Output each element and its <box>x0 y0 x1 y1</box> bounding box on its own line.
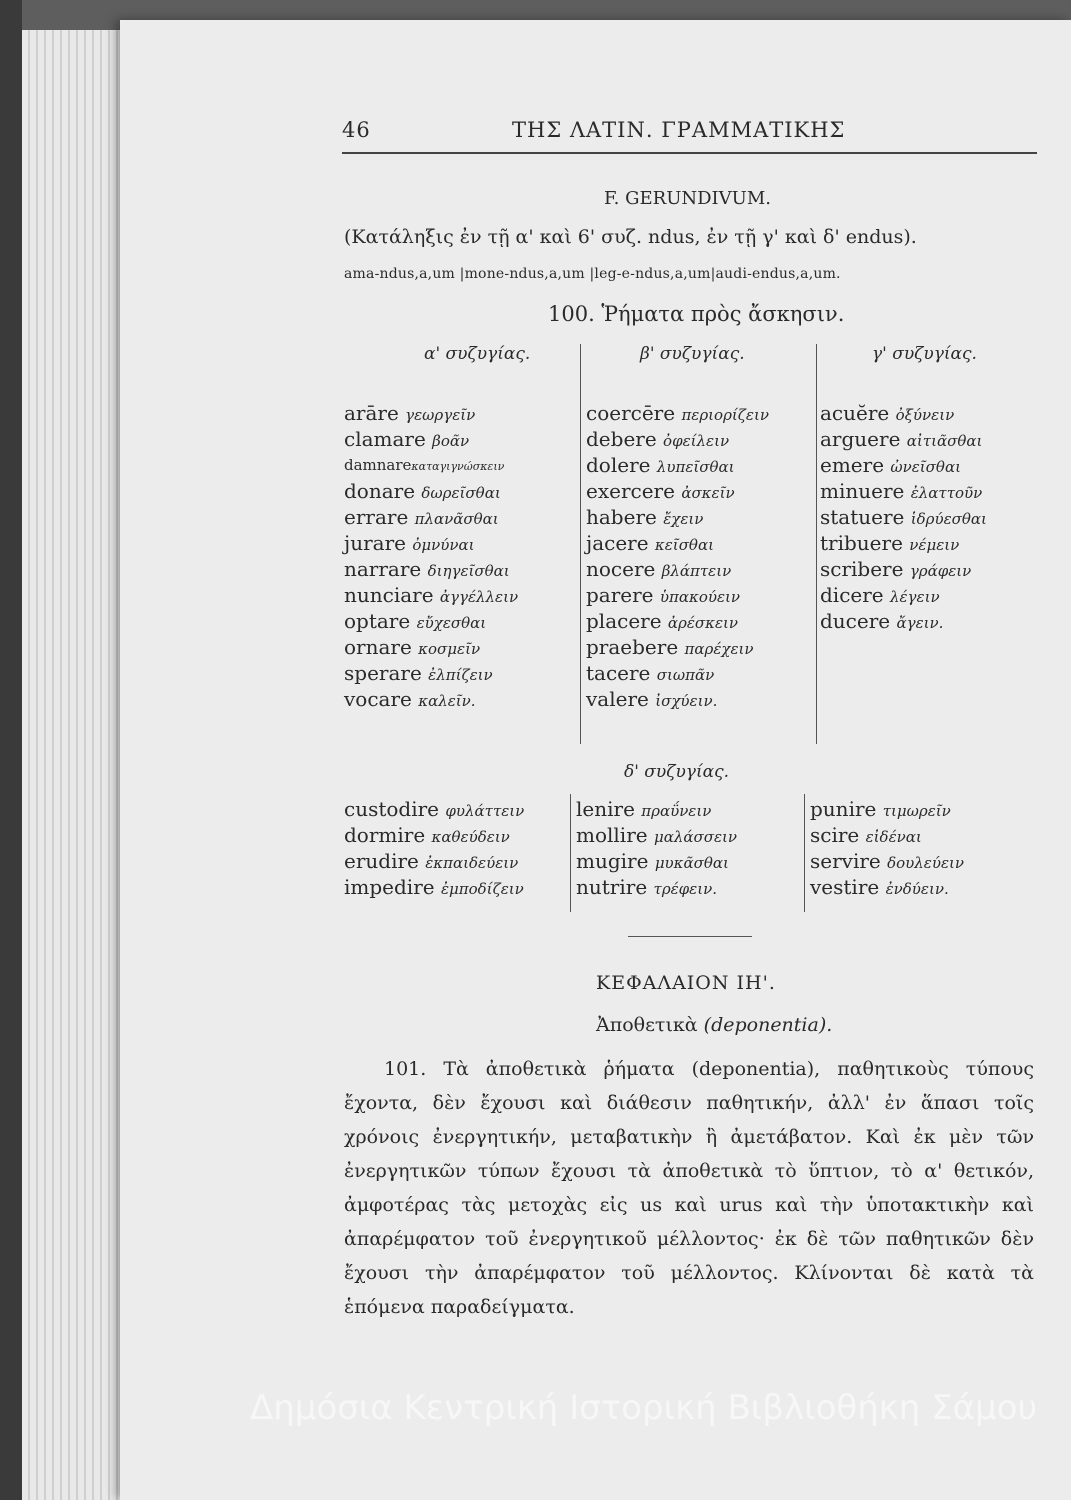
page-stack-edges <box>22 30 132 1500</box>
running-title: ΤΗΣ ΛΑΤΙΝ. ΓΡΑΜΜΑΤΙΚΗΣ <box>512 118 846 142</box>
list-item: exercere ἀσκεῖν <box>586 479 735 503</box>
conj2-list <box>586 400 769 712</box>
list-item: tribuere νέμειν <box>820 531 960 555</box>
list-item: tacere σιωπᾶν <box>586 661 715 685</box>
list-item: jurare ὀμνύναι <box>344 531 475 555</box>
conj1-title: α' συζυγίας. <box>424 344 531 364</box>
paragraph-text: Τὰ ἀποθετικὰ ῥήματα (deponentia), παθητικοὺς τύπους ἔχοντα, δὲν ἔχουσι καὶ διάθεσιν παθητικήν, ἀλλ' ἐν ἅπασι τοῖς χρόνοις ἐνεργητικήν, μεταβατικὴν ἢ ἀμετάβατον. Καὶ ἐκ μὲν τῶν ἐνεργητικῶν τύπων ἔχουσι τὰ ἀποθετικὰ τὸ ὕπτιον, τὸ α' θετικόν, ἀμφοτέρας τὰς μετοχὰς εἰς us καὶ urus καὶ τὴν ὑποτακτικὴν καὶ ἀπαρέμφατον τοῦ ἐνεργητικοῦ μέλλοντος· ἐκ δὲ τῶν παθητικῶν δὲν ἔχουσι τὴν ἀπαρέμφατον τοῦ μέλλοντος. Κλίνονται δὲ κατὰ τὰ ἑπόμενα παραδείγματα. <box>344 1058 1034 1318</box>
list-item: narrare διηγεῖσθαι <box>344 557 510 581</box>
paragraph-101 <box>344 1052 1034 1324</box>
list-item: mollire μαλάσσειν <box>576 823 737 847</box>
list-item: dolere λυπεῖσθαι <box>586 453 735 477</box>
column-divider-2 <box>816 344 817 744</box>
subtitle-greek: Ἀποθετικὰ <box>596 1014 698 1036</box>
list-item: praebere παρέχειν <box>586 635 754 659</box>
conj4-list-b <box>576 796 737 900</box>
chapter-subtitle <box>596 1014 832 1036</box>
list-item: erudire ἐκπαιδεύειν <box>344 849 519 873</box>
list-item: dicere λέγειν <box>820 583 940 607</box>
section-separator <box>628 936 752 937</box>
list-item: debere ὀφείλειν <box>586 427 730 451</box>
running-header <box>342 118 1042 148</box>
conj4-list-c <box>810 796 964 900</box>
conj1-list <box>344 400 518 712</box>
book-spine-shadow <box>0 0 22 1500</box>
library-watermark: Δημόσια Κεντρική Ιστορική Βιβλιοθήκη Σάμου <box>250 1388 1038 1428</box>
list-item: acuĕre ὀξύνειν <box>820 401 955 425</box>
list-item: errare πλανᾶσθαι <box>344 505 499 529</box>
list-item: dormire καθεύδειν <box>344 823 510 847</box>
list-item: placere ἀρέσκειν <box>586 609 739 633</box>
list-item: ducere ἄγειν. <box>820 609 944 633</box>
conj4-title: δ' συζυγίας. <box>624 762 730 782</box>
list-item: arguere αἰτιᾶσθαι <box>820 427 983 451</box>
list-item: optare εὔχεσθαι <box>344 609 487 633</box>
list-item: damnareκαταγιγνώσκειν <box>344 456 505 474</box>
header-rule <box>342 152 1037 154</box>
list-item: custodire φυλάττειν <box>344 797 525 821</box>
list-item: servire δουλεύειν <box>810 849 965 873</box>
list-item: nutrire τρέφειν. <box>576 875 718 899</box>
list-item: arāre γεωργεῖν <box>344 401 476 425</box>
list-item: valere ἰσχύειν. <box>586 687 718 711</box>
column-divider-1 <box>580 344 581 744</box>
list-item: jacere κεῖσθαι <box>586 531 714 555</box>
paragraph-number: 101. <box>384 1058 427 1080</box>
list-item: mugire μυκᾶσθαι <box>576 849 729 873</box>
list-item: minuere ἐλαττοῦν <box>820 479 983 503</box>
conj4-list-a <box>344 796 524 900</box>
conj2-title: β' συζυγίας. <box>640 344 745 364</box>
list-item: nunciare ἀγγέλλειν <box>344 583 519 607</box>
list-item: nocere βλάπτειν <box>586 557 732 581</box>
list-item: scire εἰδέναι <box>810 823 922 847</box>
list-item: impedire ἐμποδίζειν <box>344 875 524 899</box>
subtitle-latin: (deponentia). <box>703 1014 833 1036</box>
list-item: habere ἔχειν <box>586 505 704 529</box>
list-item: lenire πραΰνειν <box>576 797 712 821</box>
list-item: sperare ἐλπίζειν <box>344 661 493 685</box>
list-item: scribere γράφειν <box>820 557 972 581</box>
page-number: 46 <box>342 118 371 142</box>
list-item: coercēre περιορίζειν <box>586 401 769 425</box>
conj3-title: γ' συζυγίας. <box>872 344 977 364</box>
list-item: donare δωρεῖσθαι <box>344 479 501 503</box>
conj3-list <box>820 400 987 634</box>
list-item: vocare καλεῖν. <box>344 687 476 711</box>
chapter-title: ΚΕΦΑΛΑΙΟΝ ΙΗ'. <box>596 972 776 994</box>
list-item: emere ὠνεῖσθαι <box>820 453 961 477</box>
gerundivum-examples: ama-ndus,a,um |mone-ndus,a,um |leg-e-ndus,a,um|audi-endus,a,um. <box>344 266 841 282</box>
list-item: parere ὑπακούειν <box>586 583 741 607</box>
list-item: ornare κοσμεῖν <box>344 635 481 659</box>
column-divider-3 <box>570 794 571 912</box>
list-item: clamare βοᾶν <box>344 427 470 451</box>
list-item: punire τιμωρεῖν <box>810 797 951 821</box>
gerundivum-rule: (Κατάληξις ἐν τῇ α' καὶ 6' συζ. ndus, ἐν τῇ γ' καὶ δ' endus). <box>344 226 917 248</box>
gerundivum-heading: F. GERUNDIVUM. <box>604 188 771 209</box>
list-item: vestire ἐνδύειν. <box>810 875 949 899</box>
section-100-heading: 100. Ῥήματα πρὸς ἄσκησιν. <box>548 302 845 326</box>
list-item: statuere ἱδρύεσθαι <box>820 505 987 529</box>
column-divider-4 <box>804 794 805 912</box>
